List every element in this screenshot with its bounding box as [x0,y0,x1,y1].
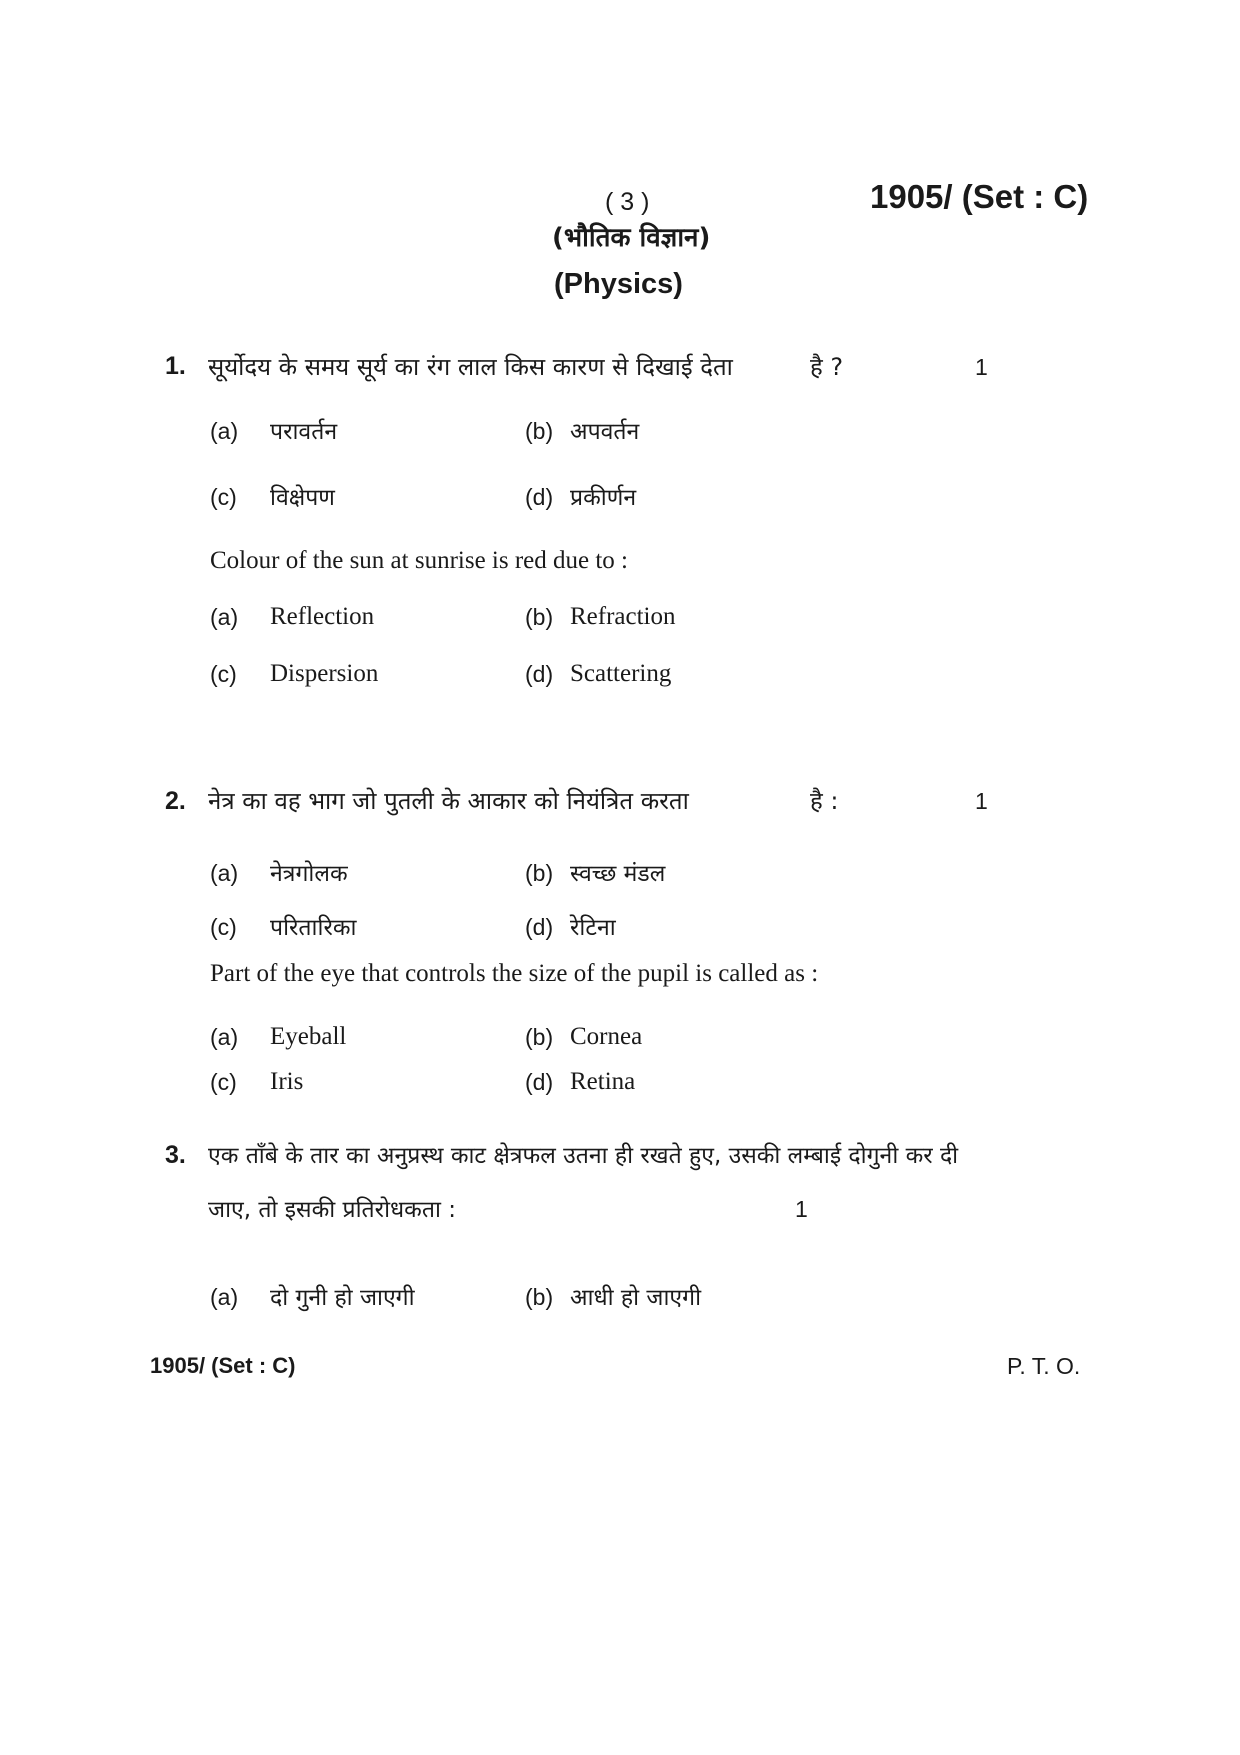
question-2-marks: 1 [975,788,988,814]
q2-en-option-b: Cornea [570,1023,643,1050]
q3-hi-option-b: आधी हो जाएगी [570,1285,702,1311]
question-3-marks: 1 [795,1196,808,1222]
q1-en-option-c-letter: (c) [210,661,237,687]
q2-en-option-d-letter: (d) [525,1069,554,1095]
q2-en-option-d: Retina [570,1068,636,1095]
q2-hi-option-a-letter: (a) [210,860,239,886]
q1-hi-option-a: परावर्तन [270,419,338,445]
question-1-text-hindi: सूर्योदय के समय सूर्य का रंग लाल किस कारण से दिखाई देता [208,353,733,381]
q1-hi-option-b: अपवर्तन [570,419,640,445]
q2-hi-option-b-letter: (b) [525,860,554,886]
q1-en-option-c: Dispersion [270,660,379,687]
question-2-text-hindi-tail: है : [810,787,839,815]
q1-hi-option-d-letter: (d) [525,484,554,510]
question-3-text-hindi-line1: एक ताँबे के तार का अनुप्रस्थ काट क्षेत्रफल उतना ही रखते हुए, उसकी लम्बाई दोगुनी कर दी [208,1143,959,1169]
q1-hi-option-c: विक्षेपण [270,485,335,511]
question-1-text-english: Colour of the sun at sunrise is red due to : [210,547,628,574]
q1-hi-option-d: प्रकीर्णन [570,485,637,511]
q2-hi-option-c: परितारिका [270,915,357,941]
q3-hi-option-a-letter: (a) [210,1284,239,1310]
q2-hi-option-b: स्वच्छ मंडल [570,861,666,887]
q2-en-option-c: Iris [270,1068,304,1095]
question-number-3: 3. [165,1141,186,1169]
q2-hi-option-d-letter: (d) [525,914,554,940]
q2-hi-option-c-letter: (c) [210,914,237,940]
question-1-marks: 1 [975,354,988,380]
subject-title-english: (Physics) [554,268,683,300]
subject-title-hindi: (भौतिक विज्ञान) [552,223,711,253]
q1-en-option-d: Scattering [570,660,672,687]
q2-en-option-a-letter: (a) [210,1024,239,1050]
pto-label: P. T. O. [1007,1353,1081,1379]
question-2-text-english: Part of the eye that controls the size of the pupil is called as : [210,960,819,987]
set-code-header: 1905/ (Set : C) [870,178,1089,215]
page-number: ( 3 ) [605,188,650,216]
q1-en-option-a: Reflection [270,603,375,630]
q2-en-option-c-letter: (c) [210,1069,237,1095]
q2-en-option-b-letter: (b) [525,1024,554,1050]
q2-hi-option-d: रेटिना [570,915,616,941]
q1-en-option-a-letter: (a) [210,604,239,630]
q1-en-option-b: Refraction [570,603,676,630]
q1-hi-option-a-letter: (a) [210,418,239,444]
q1-hi-option-c-letter: (c) [210,484,237,510]
q1-en-option-d-letter: (d) [525,661,554,687]
question-3-text-hindi-line2: जाए, तो इसकी प्रतिरोधकता : [208,1197,456,1223]
question-number-2: 2. [165,787,186,815]
question-1-text-hindi-tail: है ? [810,353,844,381]
q3-hi-option-a: दो गुनी हो जाएगी [270,1285,415,1311]
q1-en-option-b-letter: (b) [525,604,554,630]
q2-en-option-a: Eyeball [270,1023,347,1050]
question-2-text-hindi: नेत्र का वह भाग जो पुतली के आकार को नियंत्रित करता [208,787,689,815]
question-number-1: 1. [165,352,186,380]
q2-hi-option-a: नेत्रगोलक [270,861,348,887]
set-code-footer: 1905/ (Set : C) [150,1353,296,1378]
q3-hi-option-b-letter: (b) [525,1284,554,1310]
q1-hi-option-b-letter: (b) [525,418,554,444]
